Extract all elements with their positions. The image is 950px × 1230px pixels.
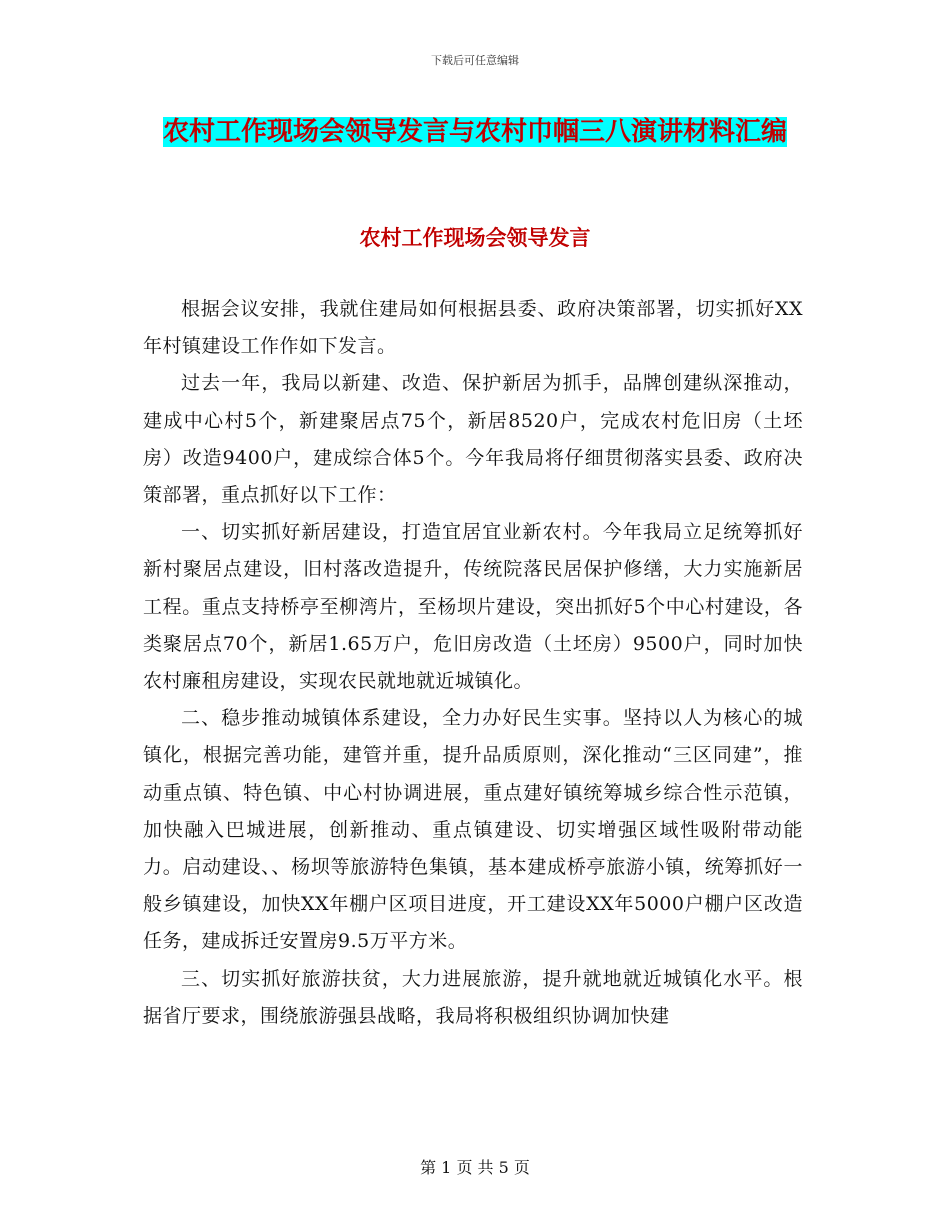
document-title (150, 110, 800, 154)
paragraph: 二、稳步推动城镇体系建设，全力办好民生实事。坚持以人为核心的城镇化，根据完善功能，建管并重，提升品质原则，深化推动“三区同建”，推动重点镇、特色镇、中心村协调进展，重点建好镇统筹城乡综合性示范镇，加快融入巴城进展，创新推动、重点镇建设、切实增强区域性吸附带动能力。启动建设、、杨坝等旅游特色集镇，基本建成桥亭旅游小镇，统筹抓好一般乡镇建设，加快XX年棚户区项目进度，开工建设XX年5000户棚户区改造任务，建成拆迁安置房9.5万平方米。 (143, 707, 803, 953)
document-body (143, 291, 803, 1035)
document-title-text: 农村工作现场会领导发言与农村巾帼三八演讲材料汇编 (162, 117, 787, 147)
paragraph: 一、切实抓好新居建设，打造宜居宜业新农村。今年我局立足统筹抓好新村聚居点建设，旧村落改造提升，传统院落民居保护修缮，大力实施新居工程。重点支持桥亭至柳湾片，至杨坝片建设，突出抓好5个中心村建设，各类聚居点70个，新居1.65万户，危旧房改造（土坯房）9500户，同时加快农村廉租房建设，实现农民就地就近城镇化。 (143, 521, 803, 693)
paragraph: 过去一年，我局以新建、改造、保护新居为抓手，品牌创建纵深推动，建成中心村5个，新建聚居点75个，新居8520户，完成农村危旧房（土坯房）改造9400户，建成综合体5个。今年我局将仔细贯彻落实县委、政府决策部署，重点抓好以下工作： (143, 372, 803, 507)
paragraph: 根据会议安排，我就住建局如何根据县委、政府决策部署，切实抓好XX年村镇建设工作作如下发言。 (143, 298, 803, 358)
page-footer: 第 1 页 共 5 页 (420, 1158, 530, 1177)
header-note: 下载后可任意编辑 (431, 54, 519, 67)
section-title: 农村工作现场会领导发言 (359, 225, 591, 250)
paragraph: 三、切实抓好旅游扶贫，大力进展旅游，提升就地就近城镇化水平。根据省厅要求，围绕旅游强县战略，我局将积极组织协调加快建 (143, 967, 803, 1027)
